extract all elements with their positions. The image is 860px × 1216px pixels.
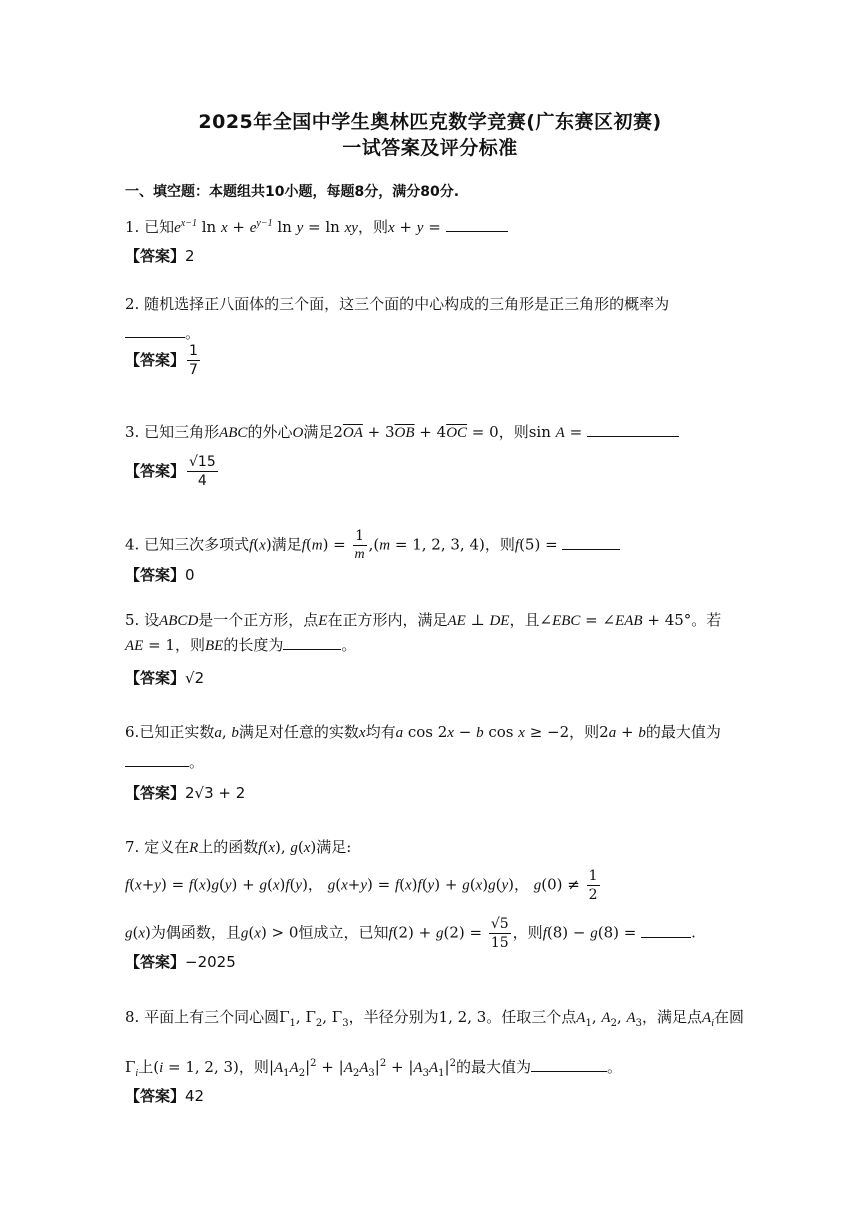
answer-8: 【答案】42 <box>125 1087 205 1105</box>
answer-blank <box>531 1057 607 1072</box>
problem-7-line2: f(x+y) = f(x)g(y) + g(x)f(y)， g(x+y) = f(x)f(y) + g(x)g(y)， g(0) ≠ $\frac{1}{2}$ <box>125 868 598 903</box>
problem-8-line2: $\Gamma_i$上(i = 1, 2, 3)，则$|A_1A_2|^2 + |A_2A_3|^2 + |A_3A_1|^2$的最大值为 。 <box>125 1058 622 1079</box>
answer-2: 【答案】 $\frac{1}{7}$ <box>125 343 198 378</box>
section-heading: 一、填空题：本题组共10小题，每题8分，满分80分. <box>125 184 460 200</box>
answer-blank <box>125 323 185 338</box>
answer-4: 【答案】0 <box>125 566 195 584</box>
problem-5-line2: AE = 1，则BE的长度为 。 <box>125 636 357 654</box>
answer-6: 【答案】2√3 + 2 <box>125 784 246 802</box>
answer-blank <box>446 217 508 232</box>
problem-8: 8. 平面上有三个同心圆$\Gamma_1$, $\Gamma_2$, $\Gamma_3$，半径分别为1, 2, 3。任取三个点$A_1$, $A_2$, $A_3$，满足点$A_i$在圆 <box>125 1008 745 1029</box>
answer-blank <box>587 422 679 437</box>
answer-blank <box>283 635 341 650</box>
problem-5: 5. 设ABCD是一个正方形，点E在正方形内，满足AE ⊥ DE，且∠EBC = ∠EAB + 45°。若 <box>125 611 722 629</box>
answer-1: 【答案】2 <box>125 247 195 265</box>
page-title: 2025年全国中学生奥林匹克数学竞赛(广东赛区初赛) <box>198 111 662 133</box>
problem-3: 3. 已知三角形ABC的外心O满足$2\overline{OA} + 3\overline{OB} + 4\overline{OC} = 0$，则sin A = <box>125 421 679 444</box>
answer-5: 【答案】√2 <box>125 669 205 687</box>
problem-2-line2: 。 <box>125 322 200 344</box>
answer-3: 【答案】 $\frac{√15}{4}$ <box>125 454 216 489</box>
page-subtitle: 一试答案及评分标准 <box>342 137 518 159</box>
answer-blank <box>641 923 691 938</box>
problem-6: 6.已知正实数a, b满足对任意的实数x均有a cos 2x − b cos x ≥ −2，则2a + b的最大值为 <box>125 723 721 741</box>
problem-1: 1. 已知$e^{x-1}$ $\ln x + e^{y-1}$ ln y = ln xy，则x + y = <box>125 213 508 239</box>
problem-4: 4. 已知三次多项式f(x)满足f(m) = $\frac{1}{m}$ ,(m = 1, 2, 3, 4)，则f(5) = <box>125 527 620 564</box>
problem-2: 2. 随机选择正八面体的三个面，这三个面的中心构成的三角形是正三角形的概率为 <box>125 295 670 313</box>
problem-7-line3: g(x)为偶函数，且g(x) > 0恒成立，已知f(2) + g(2) = $\frac{√5}{15}$ ，则f(8) − g(8) = . <box>125 916 696 951</box>
problem-7: 7. 定义在R上的函数f(x), g(x)满足: <box>125 838 352 856</box>
answer-7: 【答案】−2025 <box>125 953 236 971</box>
problem-6-line2: 。 <box>125 751 204 773</box>
answer-blank <box>125 752 189 767</box>
answer-blank <box>562 535 620 550</box>
